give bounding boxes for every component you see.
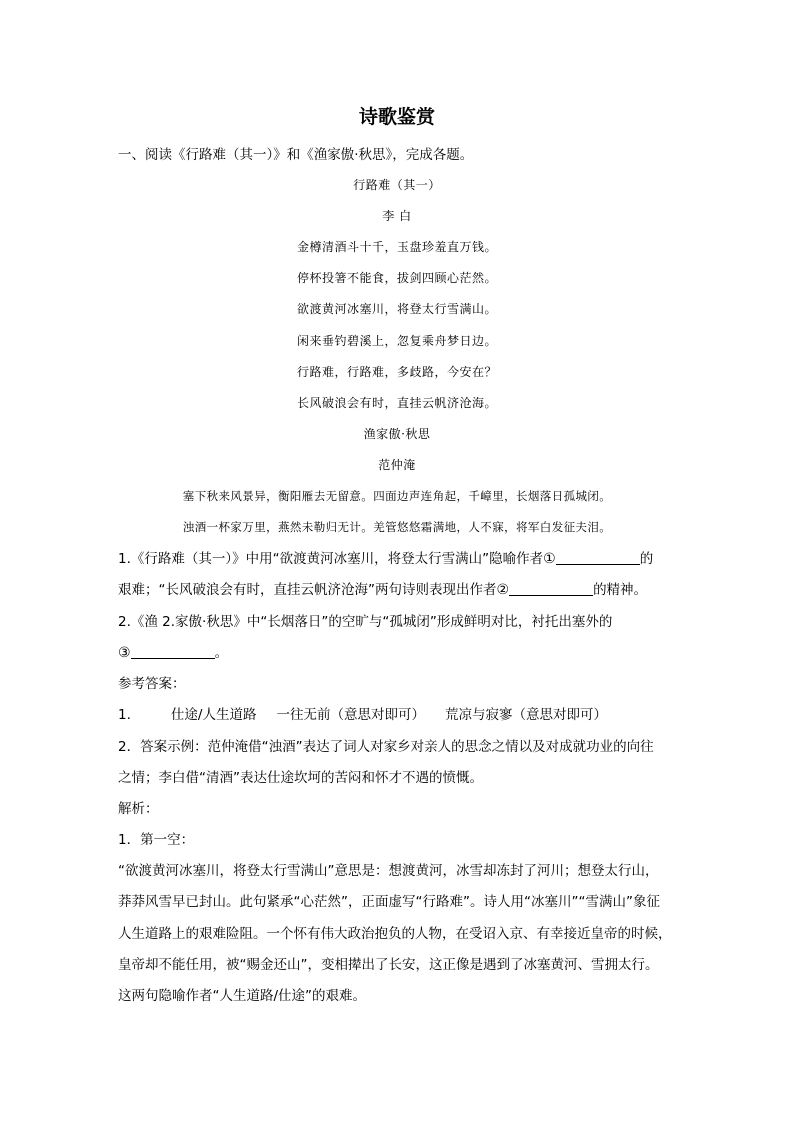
analysis-line: 莽莽风雪早已封山。此句紧承“心茫然”，正面虚写“行路难”。诗人用“冰塞川”“雪满山”象征 <box>118 894 660 910</box>
question-2-text: 。 <box>214 645 229 661</box>
question-intro: 一、阅读《行路难（其一）》和《渔家傲·秋思》，完成各题。 <box>118 147 474 163</box>
question-1-text: 1.《行路难（其一）》中用“欲渡黄河冰塞川，将登太行雪满山”隐喻作者 <box>118 551 544 567</box>
analysis-line: 人生道路上的艰难险阻。一个怀有伟大政治抱负的人物，在受诏入京、有幸接近皇帝的时候， <box>118 926 672 942</box>
question-2-line-2 <box>118 643 678 663</box>
analysis-line: 皇帝却不能任用，被“赐金还山”，变相撵出了长安，这正像是遇到了冰塞黄河、雪拥太行。 <box>118 957 659 973</box>
poem2-author: 范仲淹 <box>378 458 416 472</box>
blank-marker-3: ③ <box>118 645 131 661</box>
blank-marker-1: ① <box>543 551 556 567</box>
analysis-line: 这两句隐喻作者“人生道路/仕途”的艰难。 <box>118 988 367 1004</box>
poem1-line: 欲渡黄河冰塞川，将登太行雪满山。 <box>296 302 497 316</box>
question-2-line-1: 2.《渔 2.家傲·秋思》中“长烟落日”的空旷与“孤城闭”形成鲜明对比，衬托出塞外的 <box>118 614 613 630</box>
answer-blank-1[interactable] <box>556 550 640 565</box>
answers-heading: 参考答案： <box>118 676 186 692</box>
answer-blank-2[interactable] <box>509 581 593 596</box>
poem2-line: 浊酒一杯家万里，燕然未勒归无计。羌管悠悠霜满地，人不寐，将军白发征夫泪。 <box>182 520 612 534</box>
answer-2-line: 2．答案示例：范仲淹借“浊酒”表达了词人对家乡对亲人的思念之情以及对成就功业的向往 <box>118 739 654 755</box>
blank-marker-2: ② <box>496 582 510 598</box>
analysis-line: “欲渡黄河冰塞川，将登太行雪满山”意思是：想渡黄河，冰雪却冻封了河川；想登太行山， <box>118 863 659 879</box>
answer-blank-3[interactable] <box>131 644 215 659</box>
answer-1-part-2: 一往无前（意思对即可） <box>276 707 425 723</box>
analysis-heading: 解析： <box>118 801 159 817</box>
poem1-line: 闲来垂钓碧溪上，忽复乘舟梦日边。 <box>296 334 497 348</box>
answer-1 <box>118 705 678 725</box>
poem1-line: 金樽清酒斗十千，玉盘珍羞直万钱。 <box>296 240 497 254</box>
answer-1-part-3: 荒凉与寂寥（意思对即可） <box>444 707 607 723</box>
poem2-line: 塞下秋来风景异，衡阳雁去无留意。四面边声连角起，千嶂里，长烟落日孤城闭。 <box>182 489 612 503</box>
page-title: 诗歌鉴赏 <box>358 106 435 128</box>
analysis-subheading: 1．第一空： <box>118 832 195 848</box>
poem1-line: 长风破浪会有时，直挂云帆济沧海。 <box>296 396 497 410</box>
answer-1-number: 1. <box>118 707 131 723</box>
poem1-author: 李 白 <box>382 209 412 223</box>
question-1-text: 艰难；“长风破浪会有时，直挂云帆济沧海”两句诗则表现出作者 <box>118 582 497 598</box>
question-1-line-1 <box>118 549 678 569</box>
answer-1-part-1: 仕途/人生道路 <box>170 707 257 723</box>
question-1-text: 的 <box>639 551 654 567</box>
question-1-text: 的精神。 <box>593 582 648 598</box>
poem2-title: 渔家傲·秋思 <box>363 427 431 441</box>
poem1-title: 行路难（其一） <box>353 178 441 192</box>
question-1-line-2 <box>118 580 678 600</box>
poem1-line: 停杯投箸不能食，拔剑四顾心茫然。 <box>296 271 497 285</box>
poem1-line: 行路难，行路难，多歧路，今安在？ <box>296 365 497 379</box>
answer-2-line: 之情；李白借“清酒”表达仕途坎坷的苦闷和怀才不遇的愤慨。 <box>118 770 483 786</box>
